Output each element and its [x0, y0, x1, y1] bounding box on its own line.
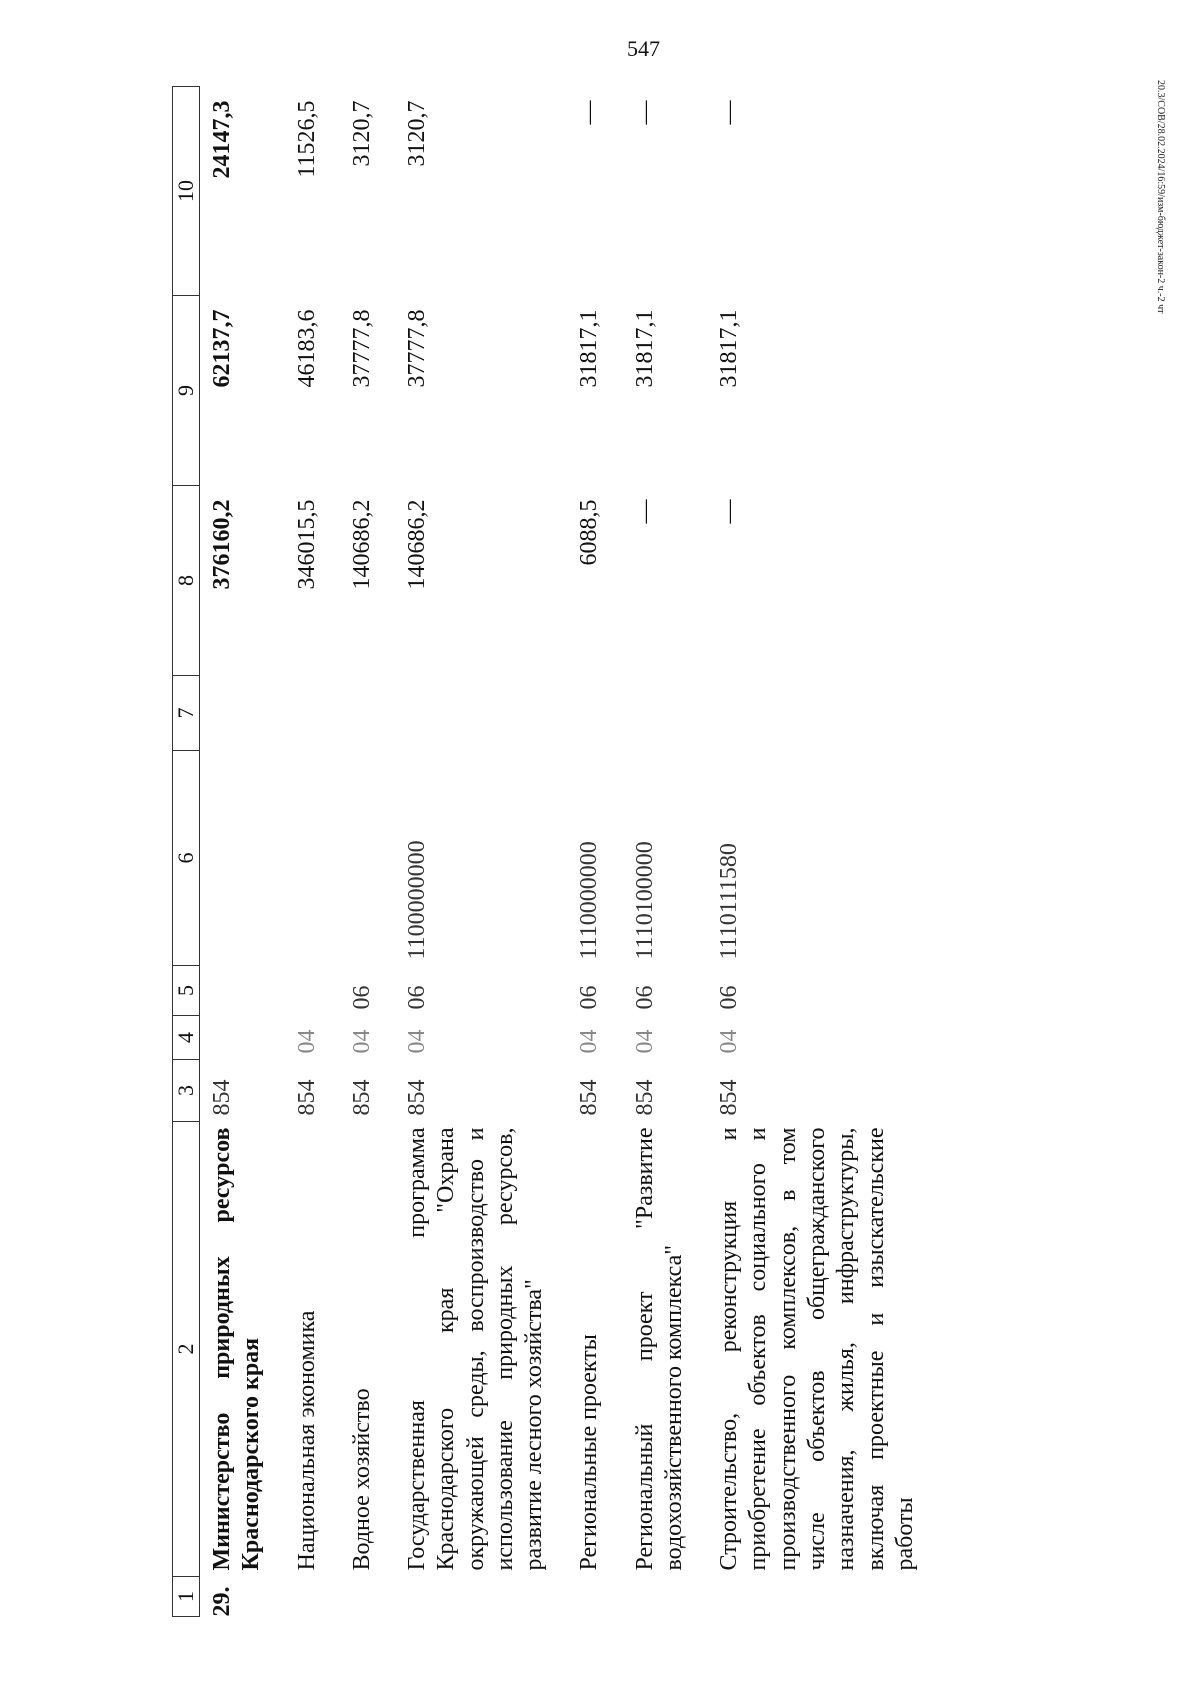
expense-type-code: [623, 676, 708, 751]
ministry-code: 854: [716, 1079, 743, 1116]
amount-col-8: 376160,2: [209, 499, 235, 590]
row-name: Региональный проект "Развитие водохозяйственного комплекса": [631, 1127, 687, 1571]
table-body: [200, 87, 939, 1617]
amount-col-9: 31817,1: [631, 309, 658, 388]
table-row: [567, 87, 622, 1617]
row-number: [707, 1577, 938, 1617]
table-header: [173, 87, 200, 1617]
row-number: [340, 1577, 395, 1617]
expense-type-code: [340, 676, 395, 751]
amount-col-8: 140686,2: [404, 499, 431, 590]
section-code: 04: [576, 1029, 603, 1054]
header-row: [173, 87, 200, 1617]
amount-col-10: —: [631, 100, 658, 125]
expense-type-code: [395, 676, 567, 751]
subsection-code: 06: [716, 985, 743, 1010]
ministry-code: 854: [209, 1079, 235, 1116]
header-cell: 6: [173, 751, 200, 966]
row-number: 29.: [209, 1586, 235, 1617]
target-article-code: [200, 751, 285, 966]
target-article-code: 1110111580: [716, 843, 743, 960]
table-row: [285, 87, 340, 1617]
amount-col-8: —: [631, 499, 658, 524]
table-row: [707, 87, 938, 1617]
budget-table: [172, 86, 938, 1617]
row-number: [567, 1577, 622, 1617]
row-name: Водное хозяйство: [348, 1388, 375, 1571]
header-cell: 1: [173, 1577, 200, 1617]
subsection-code: 06: [631, 985, 658, 1010]
table-row: [200, 87, 285, 1617]
ministry-code: 854: [631, 1079, 658, 1116]
row-name: Министерство природных ресурсов Краснодарского края: [209, 1127, 265, 1571]
amount-col-9: 31817,1: [716, 309, 743, 388]
table-row: [623, 87, 708, 1617]
subsection-code: [285, 966, 340, 1016]
amount-col-10: 24147,3: [209, 100, 235, 179]
section-code: 04: [348, 1029, 375, 1054]
amount-col-9: 31817,1: [576, 309, 603, 388]
amount-col-10: 3120,7: [348, 100, 375, 167]
amount-col-8: 140686,2: [348, 499, 375, 590]
header-cell: 7: [173, 676, 200, 751]
row-name: Государственная программа Краснодарского края "Охрана окружающей среды, воспроизводство и использование природных ресурсов, развитие лесного хозяйства": [404, 1127, 548, 1571]
ministry-code: 854: [348, 1079, 375, 1116]
section-code: 04: [404, 1029, 431, 1054]
row-name: Национальная экономика: [293, 1310, 320, 1571]
target-article-code: [285, 751, 340, 966]
subsection-code: 06: [576, 985, 603, 1010]
expense-type-code: [707, 676, 938, 751]
row-number: [285, 1577, 340, 1617]
header-cell: 5: [173, 966, 200, 1016]
row-name: Строительство, реконструкция и приобретение объектов социального и производственного комплексов, в том числе объектов общегражданского назначения, жилья, инфраструктуры, включая проектные и изыскательские работы: [716, 1127, 918, 1571]
amount-col-8: 6088,5: [576, 499, 603, 566]
header-cell: 8: [173, 486, 200, 676]
row-number: [395, 1577, 567, 1617]
page-number: 547: [627, 36, 660, 61]
rotated-table-container: [172, 87, 1032, 1617]
target-article-code: 1100000000: [404, 840, 431, 960]
row-name: Региональные проекты: [576, 1334, 603, 1571]
amount-col-9: 37777,8: [348, 309, 375, 388]
amount-col-10: —: [576, 100, 603, 125]
section-code: 04: [716, 1029, 743, 1054]
header-cell: 10: [173, 87, 200, 296]
amount-col-8: 346015,5: [293, 499, 320, 590]
target-article-code: 1110100000: [631, 841, 658, 960]
amount-col-10: 3120,7: [404, 100, 431, 167]
ministry-code: 854: [404, 1079, 431, 1116]
section-code: [200, 1016, 285, 1060]
amount-col-9: 37777,8: [404, 309, 431, 388]
document-stamp: 20.3/СОВ/28.02.2024/16:59/изм-бюджет-закон-2 ч.-2 чт: [1155, 80, 1166, 314]
subsection-code: 06: [404, 985, 431, 1010]
amount-col-8: —: [716, 499, 743, 524]
header-cell: 3: [173, 1060, 200, 1122]
table-row: [395, 87, 567, 1617]
amount-col-9: 62137,7: [209, 309, 235, 388]
target-article-code: 1110000000: [576, 841, 603, 960]
ministry-code: 854: [293, 1079, 320, 1116]
header-cell: 4: [173, 1016, 200, 1060]
section-code: 04: [631, 1029, 658, 1054]
header-cell: 9: [173, 296, 200, 486]
subsection-code: [200, 966, 285, 1016]
amount-col-9: 46183,6: [293, 309, 320, 388]
amount-col-10: —: [716, 100, 743, 125]
header-cell: 2: [173, 1122, 200, 1577]
ministry-code: 854: [576, 1079, 603, 1116]
table-row: [340, 87, 395, 1617]
expense-type-code: [200, 676, 285, 751]
expense-type-code: [567, 676, 622, 751]
subsection-code: 06: [348, 985, 375, 1010]
section-code: 04: [293, 1029, 320, 1054]
amount-col-10: 11526,5: [293, 100, 320, 178]
row-number: [623, 1577, 708, 1617]
expense-type-code: [285, 676, 340, 751]
target-article-code: [340, 751, 395, 966]
